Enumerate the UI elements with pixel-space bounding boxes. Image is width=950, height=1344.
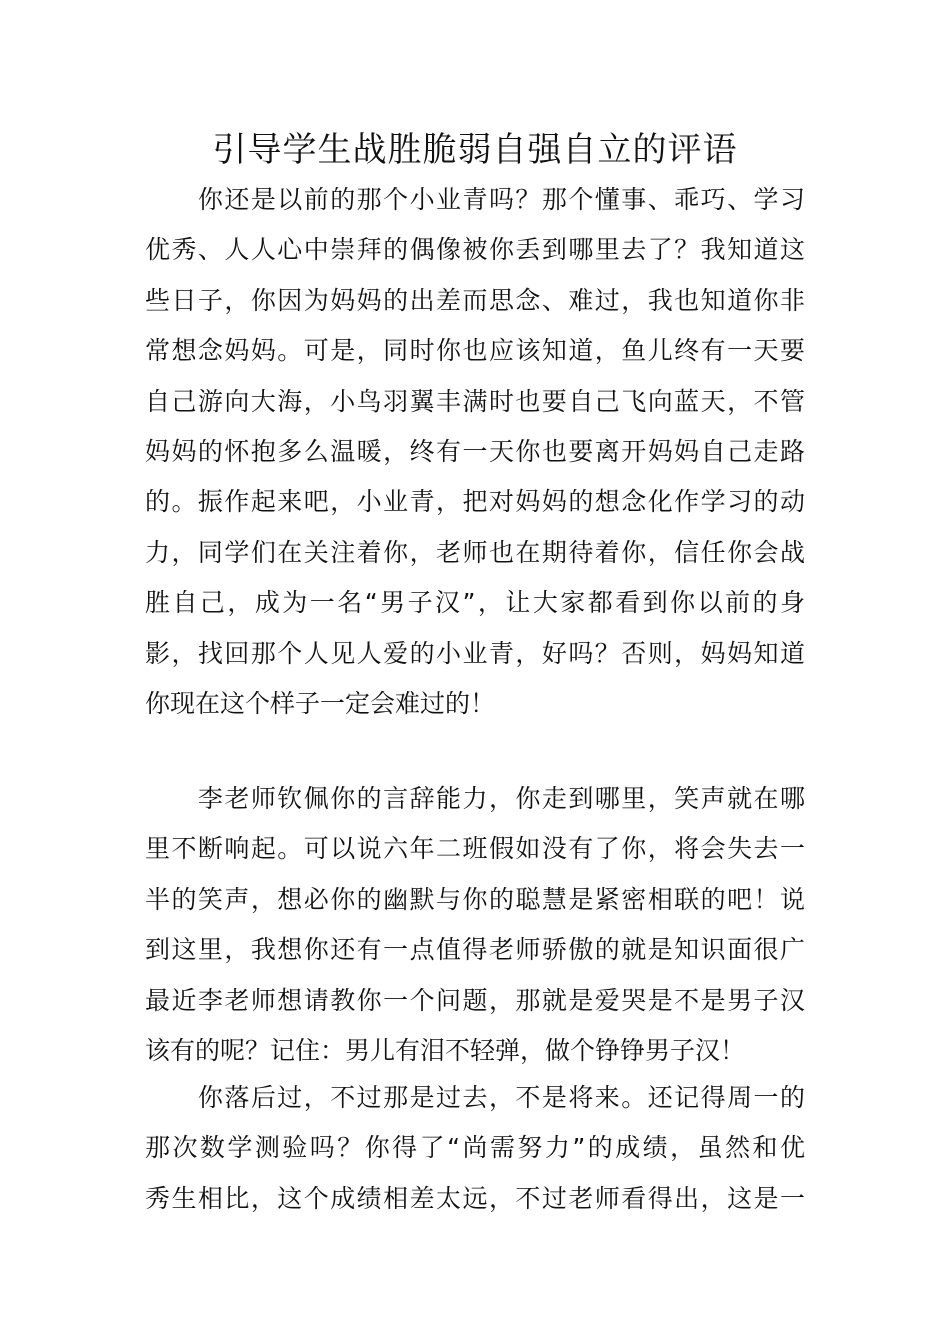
paragraph-line: 你还是以前的那个小业青吗？那个懂事、乖巧、学习 — [145, 185, 805, 214]
paragraph-line: 到这里，我想你还有一点值得老师骄傲的就是知识面很广 — [145, 935, 805, 965]
paragraph-line: 优秀、人人心中崇拜的偶像被你丢到哪里去了？我知道这 — [145, 235, 805, 265]
paragraph-line: 胜自己，成为一名“男子汉”，让大家都看到你以前的身 — [145, 588, 805, 618]
paragraph-line: 力，同学们在关注着你，老师也在期待着你，信任你会战 — [145, 537, 805, 567]
paragraph-line: 些日子，你因为妈妈的出差而思念、难过，我也知道你非 — [145, 285, 805, 315]
paragraph-2 — [145, 774, 805, 1076]
paragraph-line: 最近李老师想请教你一个问题，那就是爱哭是不是男子汉 — [145, 985, 805, 1015]
paragraph-line: 影，找回那个人见人爱的小业青，好吗？否则，妈妈知道 — [145, 638, 805, 668]
paragraph-line: 秀生相比，这个成绩相差太远，不过老师看得出，这是一 — [145, 1183, 805, 1213]
paragraph-1 — [145, 175, 805, 729]
paragraph-line: 常想念妈妈。可是，同时你也应该知道，鱼儿终有一天要 — [145, 336, 805, 366]
paragraph-line: 你现在这个样子一定会难过的！ — [145, 689, 496, 719]
paragraph-line: 妈妈的怀抱多么温暖，终有一天你也要离开妈妈自己走路 — [145, 437, 805, 467]
document-title: 引导学生战胜脆弱自强自立的评语 — [212, 130, 738, 170]
paragraph-line: 半的笑声，想必你的幽默与你的聪慧是紧密相联的吧！说 — [145, 884, 805, 914]
paragraph-line: 该有的呢？记住：男儿有泪不轻弹，做个铮铮男子汉！ — [145, 1036, 746, 1066]
paragraph-line: 那次数学测验吗？你得了“尚需努力”的成绩，虽然和优 — [145, 1133, 805, 1163]
paragraph-3 — [145, 1073, 805, 1224]
paragraph-line: 的。振作起来吧，小业青，把对妈妈的想念化作学习的动 — [145, 487, 805, 517]
paragraph-line: 里不断响起。可以说六年二班假如没有了你，将会失去一 — [145, 834, 805, 864]
paragraph-line: 自己游向大海，小鸟羽翼丰满时也要自己飞向蓝天，不管 — [145, 386, 805, 416]
paragraph-line: 你落后过，不过那是过去，不是将来。还记得周一的 — [145, 1083, 805, 1112]
paragraph-line: 李老师钦佩你的言辞能力，你走到哪里，笑声就在哪 — [145, 784, 805, 813]
